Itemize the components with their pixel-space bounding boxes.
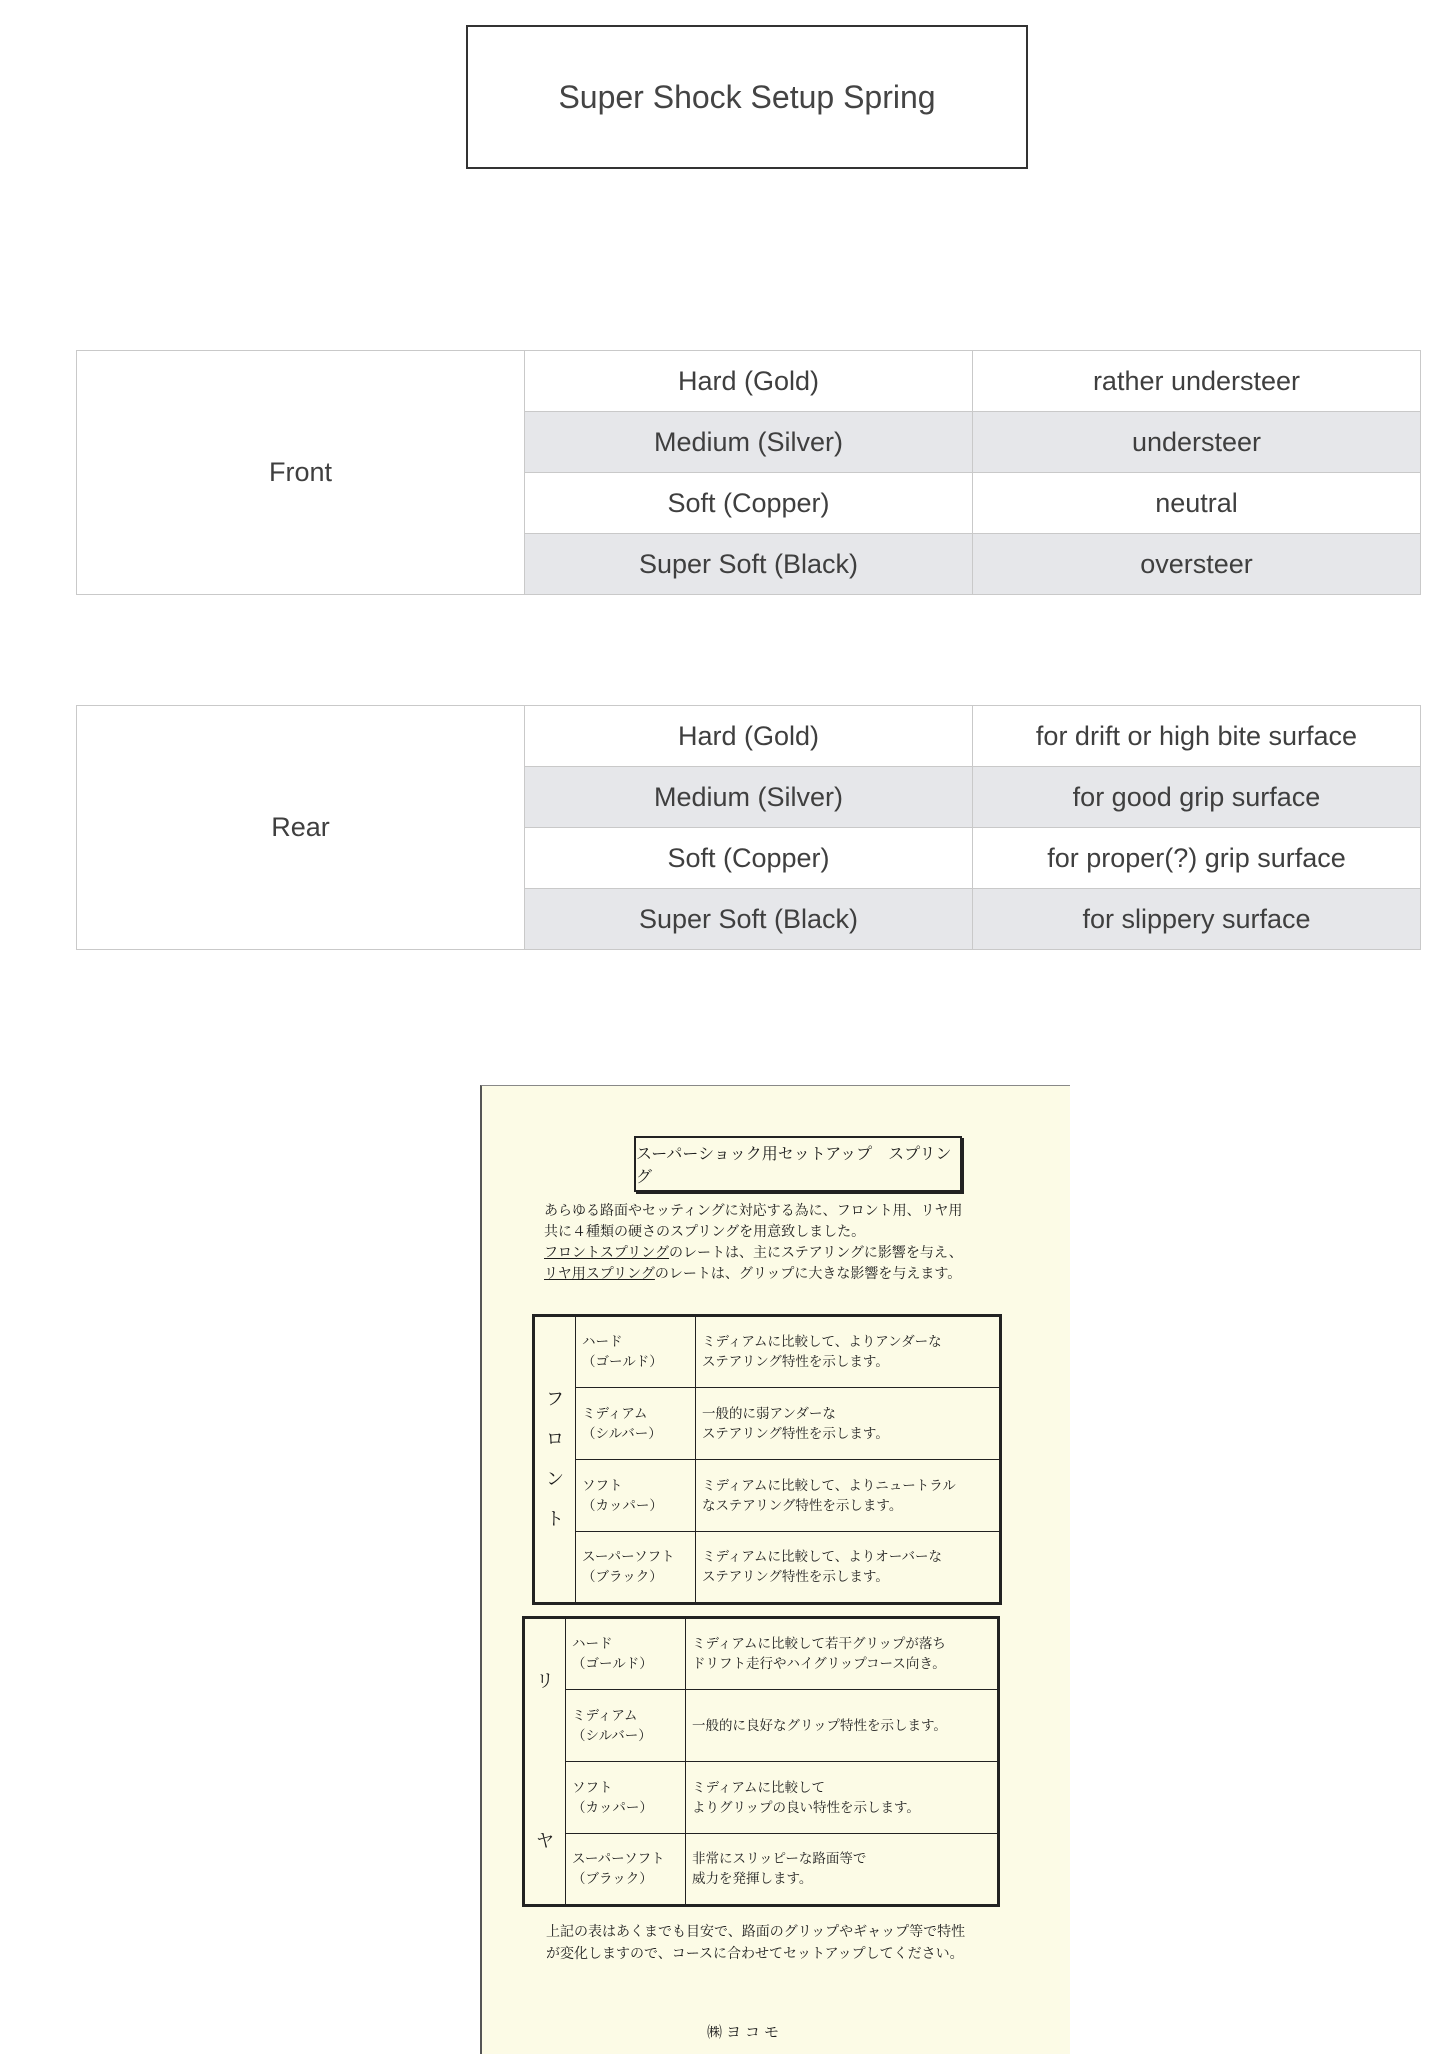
jp-spring-name: スーパーソフト （ブラック） [576, 1532, 696, 1604]
card-intro [544, 1201, 1044, 1285]
jp-spring-desc: ミディアムに比較して、よりオーバーな ステアリング特性を示します。 [696, 1532, 1001, 1604]
effect-cell: rather understeer [973, 351, 1421, 412]
spring-cell: Super Soft (Black) [525, 889, 973, 950]
effect-cell: oversteer [973, 534, 1421, 595]
jp-rear-label: リ ヤ [524, 1618, 566, 1906]
intro-text: のレートは、グリップに大きな影響を与えます。 [654, 1266, 962, 1282]
front-spring-table [76, 350, 1421, 595]
jp-spring-name: ソフト （カッパー） [566, 1762, 686, 1834]
jp-front-table [532, 1314, 1002, 1605]
page-title: Super Shock Setup Spring [466, 25, 1028, 169]
intro-line [544, 1243, 1044, 1264]
effect-cell: for good grip surface [973, 767, 1421, 828]
jp-spring-name: ミディアム （シルバー） [576, 1388, 696, 1460]
effect-cell: for slippery surface [973, 889, 1421, 950]
jp-rear-table [522, 1616, 1000, 1907]
company-name: ㈱ヨコモ [707, 2023, 784, 2041]
intro-underlined: リヤ用スプリング [544, 1266, 655, 1282]
spring-cell: Hard (Gold) [525, 706, 973, 767]
spring-cell: Hard (Gold) [525, 351, 973, 412]
spring-cell: Medium (Silver) [525, 767, 973, 828]
effect-cell: for proper(?) grip surface [973, 828, 1421, 889]
spring-cell: Super Soft (Black) [525, 534, 973, 595]
rear-spring-table [76, 705, 1421, 950]
card-footer-note: 上記の表はあくまでも目安で、路面のグリップやギャップ等で特性 が変化しますので、コースに合わせてセットアップしてください。 [546, 1924, 966, 1962]
intro-line: あらゆる路面やセッティングに対応する為に、フロント用、リヤ用 [544, 1203, 963, 1219]
section-label-front: Front [77, 351, 525, 595]
jp-spring-desc: 一般的に良好なグリップ特性を示します。 [686, 1690, 999, 1762]
effect-cell: for drift or high bite surface [973, 706, 1421, 767]
intro-text: のレートは、主にステアリングに影響を与え、 [669, 1245, 963, 1261]
jp-spring-desc: ミディアムに比較して、よりニュートラル なステアリング特性を示します。 [696, 1460, 1001, 1532]
spring-cell: Soft (Copper) [525, 828, 973, 889]
jp-spring-name: ミディアム （シルバー） [566, 1690, 686, 1762]
intro-line [544, 1264, 1044, 1285]
spring-cell: Soft (Copper) [525, 473, 973, 534]
jp-spring-name: スーパーソフト （ブラック） [566, 1834, 686, 1906]
jp-spring-desc: 非常にスリッピーな路面等で 威力を発揮します。 [686, 1834, 999, 1906]
intro-line: 共に４種類の硬さのスプリングを用意致しました。 [544, 1224, 866, 1240]
effect-cell: neutral [973, 473, 1421, 534]
card-title: スーパーショック用セットアップ スプリング [634, 1136, 962, 1192]
jp-spring-name: ハード （ゴールド） [576, 1316, 696, 1388]
jp-spring-desc: ミディアムに比較して よりグリップの良い特性を示します。 [686, 1762, 999, 1834]
jp-spring-desc: 一般的に弱アンダーな ステアリング特性を示します。 [696, 1388, 1001, 1460]
section-label-rear: Rear [77, 706, 525, 950]
jp-spring-desc: ミディアムに比較して若干グリップが落ち ドリフト走行やハイグリップコース向き。 [686, 1618, 999, 1690]
effect-cell: understeer [973, 412, 1421, 473]
jp-spring-name: ソフト （カッパー） [576, 1460, 696, 1532]
jp-spring-name: ハード （ゴールド） [566, 1618, 686, 1690]
intro-underlined: フロントスプリング [544, 1245, 670, 1261]
spring-cell: Medium (Silver) [525, 412, 973, 473]
jp-spring-desc: ミディアムに比較して、よりアンダーな ステアリング特性を示します。 [696, 1316, 1001, 1388]
scanned-instruction-card [480, 1085, 1070, 2054]
jp-front-label: フ ロ ン ト [534, 1316, 576, 1604]
